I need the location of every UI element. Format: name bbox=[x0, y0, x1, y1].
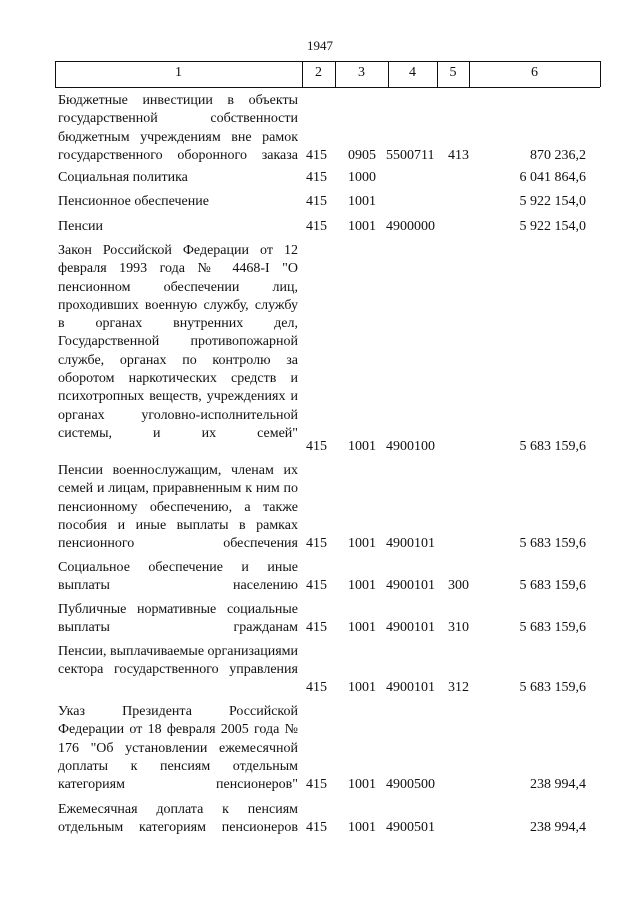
row-description: Публичные нормативные социальные выплаты гражданам bbox=[58, 602, 298, 636]
cell-section-code: 1001 bbox=[348, 620, 376, 635]
cell-target-code: 5500711 bbox=[386, 148, 435, 163]
header-top-border bbox=[55, 61, 600, 62]
cell-section-code: 1001 bbox=[348, 578, 376, 593]
cell-ministry-code: 415 bbox=[306, 194, 327, 209]
row-description: Социальное обеспечение и иные выплаты населению bbox=[58, 560, 298, 594]
table-row bbox=[0, 462, 640, 554]
cell-amount: 5 683 159,6 bbox=[519, 620, 586, 635]
cell-expense-type: 312 bbox=[448, 680, 469, 695]
cell-section-code: 1001 bbox=[348, 820, 376, 835]
cell-ministry-code: 415 bbox=[306, 578, 327, 593]
header-col-3: 3 bbox=[358, 65, 365, 80]
table-row bbox=[0, 801, 640, 838]
header-col-5: 5 bbox=[449, 65, 457, 80]
header-col-4: 4 bbox=[409, 65, 416, 80]
cell-ministry-code: 415 bbox=[306, 620, 327, 635]
cell-target-code: 4900101 bbox=[386, 620, 435, 635]
cell-target-code: 4900101 bbox=[386, 680, 435, 695]
header-divider bbox=[600, 61, 601, 87]
cell-amount: 870 236,2 bbox=[530, 148, 586, 163]
cell-ministry-code: 415 bbox=[306, 219, 327, 234]
cell-section-code: 0905 bbox=[348, 148, 376, 163]
cell-section-code: 1001 bbox=[348, 777, 376, 792]
cell-section-code: 1001 bbox=[348, 219, 376, 234]
cell-ministry-code: 415 bbox=[306, 820, 327, 835]
table-row bbox=[0, 601, 640, 638]
cell-amount: 6 041 864,6 bbox=[519, 170, 586, 185]
table-row bbox=[0, 92, 640, 166]
cell-ministry-code: 415 bbox=[306, 777, 327, 792]
cell-amount: 238 994,4 bbox=[530, 820, 586, 835]
cell-expense-type: 310 bbox=[448, 620, 469, 635]
cell-target-code: 4900501 bbox=[386, 820, 435, 835]
cell-ministry-code: 415 bbox=[306, 680, 327, 695]
cell-amount: 5 683 159,6 bbox=[519, 680, 586, 695]
table-row bbox=[0, 169, 640, 187]
table-row bbox=[0, 242, 640, 457]
table-row bbox=[0, 703, 640, 795]
cell-ministry-code: 415 bbox=[306, 536, 327, 551]
row-description: Ежемесячная доплата к пенсиям отдельным категориям пенсионеров bbox=[58, 802, 298, 836]
cell-section-code: 1001 bbox=[348, 680, 376, 695]
cell-target-code: 4900101 bbox=[386, 536, 435, 551]
header-bottom-border bbox=[55, 87, 600, 88]
table-row bbox=[0, 559, 640, 596]
column-header-row bbox=[55, 61, 600, 87]
cell-target-code: 4900500 bbox=[386, 777, 435, 792]
table-row bbox=[0, 643, 640, 698]
row-description: Социальная политика bbox=[58, 170, 188, 185]
row-description: Закон Российской Федерации от 12 февраля 1993 года № 4468-I "О пенсионном обеспечении лиц, проходивших военную службу, службу в органах внутренних дел, Государственной противопожарной службе, органах по контролю за оборотом наркотических средств и психотропных веществ, учреждениях и органах уголовно-исполнительной системы, и их семей" bbox=[58, 243, 298, 441]
cell-amount: 5 922 154,0 bbox=[519, 194, 586, 209]
table-row bbox=[0, 193, 640, 211]
header-col-6: 6 bbox=[531, 65, 538, 80]
cell-amount: 5 683 159,6 bbox=[519, 439, 586, 454]
table-row bbox=[0, 218, 640, 236]
cell-target-code: 4900000 bbox=[386, 219, 435, 234]
cell-amount: 5 683 159,6 bbox=[519, 536, 586, 551]
row-description: Пенсии, выплачиваемые организациями сектора государственного управления bbox=[58, 644, 298, 678]
header-col-2: 2 bbox=[315, 65, 322, 80]
cell-expense-type: 300 bbox=[448, 578, 469, 593]
cell-ministry-code: 415 bbox=[306, 148, 327, 163]
row-description: Пенсии bbox=[58, 219, 104, 234]
row-description: Пенсии военнослужащим, членам их семей и лицам, приравненным к ним по пенсионному обеспечению, а также пособия и иные выплаты в рамках пенсионного обеспечения bbox=[58, 463, 298, 552]
cell-section-code: 1001 bbox=[348, 536, 376, 551]
cell-section-code: 1001 bbox=[348, 439, 376, 454]
cell-ministry-code: 415 bbox=[306, 439, 327, 454]
cell-target-code: 4900100 bbox=[386, 439, 435, 454]
cell-amount: 5 922 154,0 bbox=[519, 219, 586, 234]
row-description: Бюджетные инвестиции в объекты государственной собственности бюджетным учреждениям вне рамок государственного оборонного заказа bbox=[58, 93, 298, 163]
cell-ministry-code: 415 bbox=[306, 170, 327, 185]
row-description: Пенсионное обеспечение bbox=[58, 194, 209, 209]
cell-target-code: 4900101 bbox=[386, 578, 435, 593]
cell-amount: 5 683 159,6 bbox=[519, 578, 586, 593]
page-number: 1947 bbox=[307, 38, 333, 53]
cell-section-code: 1000 bbox=[348, 170, 376, 185]
cell-expense-type: 413 bbox=[448, 148, 469, 163]
header-col-1: 1 bbox=[175, 65, 182, 80]
cell-section-code: 1001 bbox=[348, 194, 376, 209]
row-description: Указ Президента Российской Федерации от 18 февраля 2005 года № 176 "Об установлении ежемесячной доплаты к пенсиям отдельным категориям пенсионеров" bbox=[58, 704, 298, 793]
cell-amount: 238 994,4 bbox=[530, 777, 586, 792]
